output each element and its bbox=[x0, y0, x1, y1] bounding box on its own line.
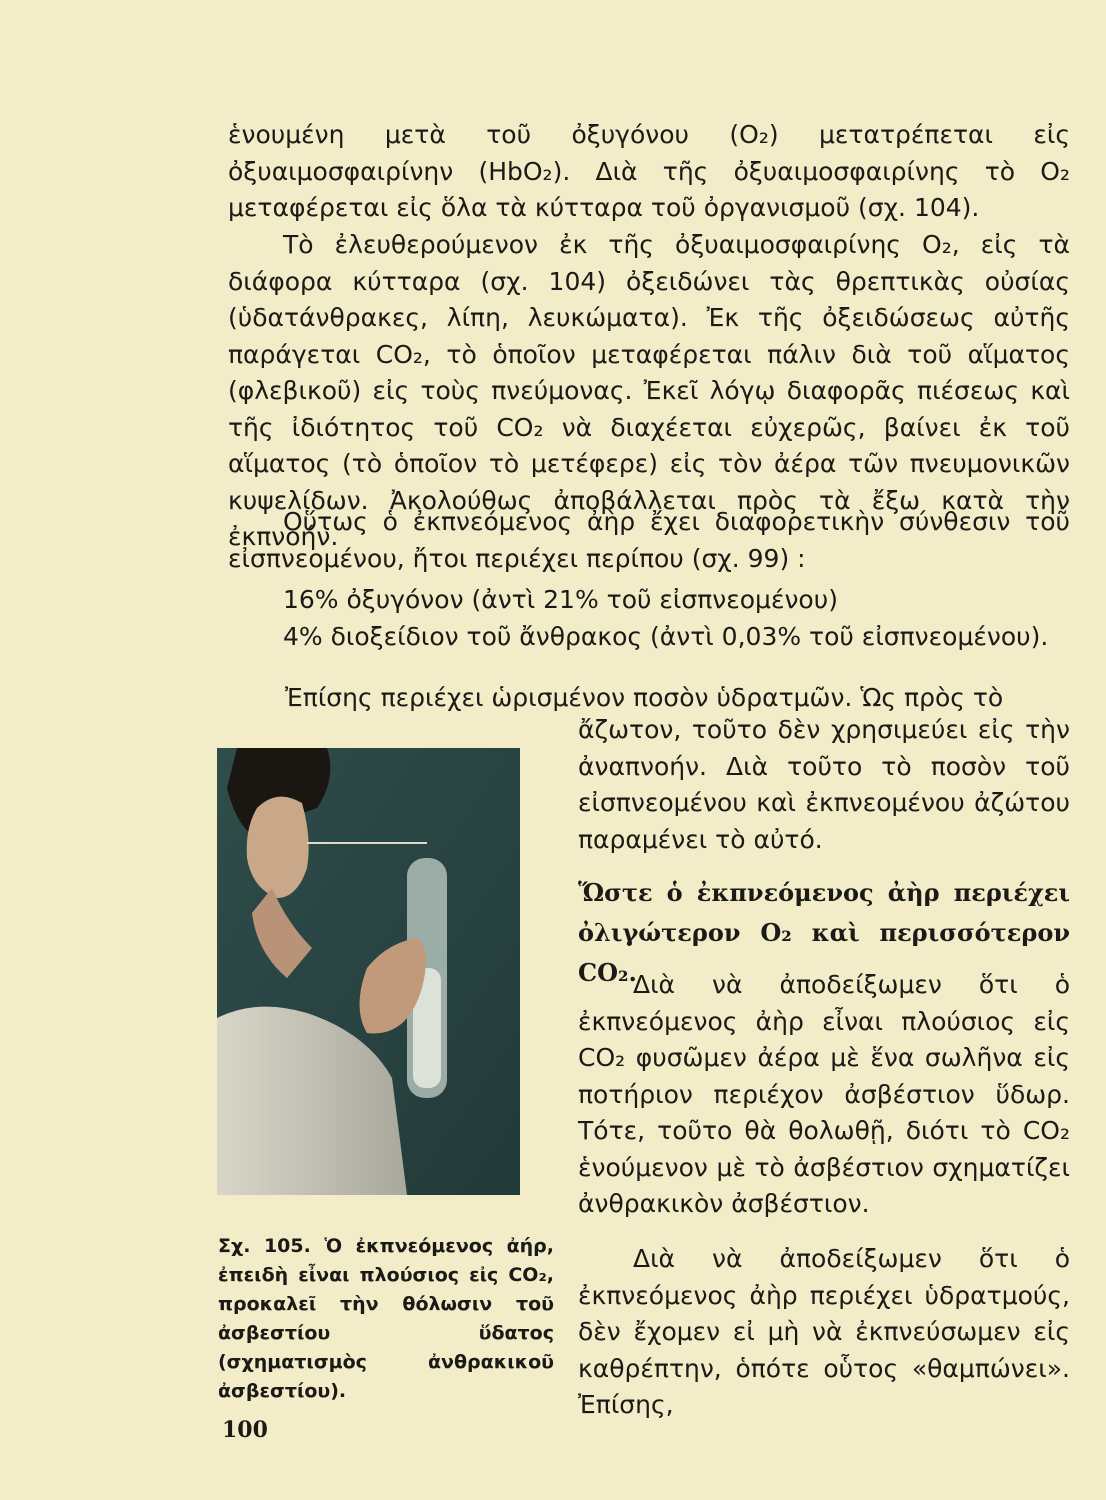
paragraph-mirror-experiment: Διὰ νὰ ἀποδείξωμεν ὅτι ὁ ἐκπνεόμενος ἀὴρ περιέχει ὑδρατμούς, δὲν ἔχομεν εἰ μὴ νὰ ἐκπνεύσωμεν εἰς καθρέπτην, ὁπότε οὗτος «θαμπώνει». Ἐπίσης, bbox=[578, 1244, 1070, 1419]
paragraph-oxyhemoglobin: ἑνουμένη μετὰ τοῦ ὀξυγόνου (O₂) μετατρέπεται εἰς ὀξυαιμοσφαιρίνην (HbO₂). Διὰ τῆς ὀξυαιμοσφαιρίνης τὸ O₂ μεταφέρεται εἰς ὅλα τὰ κύτταρα τοῦ ὀργανισμοῦ (σχ. 104). bbox=[228, 120, 1070, 222]
co2-percentage-line: 4% διοξείδιον τοῦ ἄνθρακος (ἀντὶ 0,03% τοῦ εἰσπνεομένου). bbox=[283, 622, 1049, 651]
oxygen-percentage-line: 16% ὀξυγόνον (ἀντὶ 21% τοῦ εἰσπνεομένου) bbox=[283, 585, 838, 614]
figure-105-photo bbox=[217, 748, 520, 1195]
paragraph-water-vapour-start: Ἐπίσης περιέχει ὡρισμένον ποσὸν ὑδρατμῶν. Ὡς πρὸς τὸ bbox=[285, 683, 1004, 712]
paragraph-limewater-experiment: Διὰ νὰ ἀποδείξωμεν ὅτι ὁ ἐκπνεόμενος ἀὴρ εἶναι πλούσιος εἰς CO₂ φυσῶμεν ἀέρα μὲ ἕνα σωλῆνα εἰς ποτήριον περιέχον ἀσβέστιον ὕδωρ. Τότε, τοῦτο θὰ θολωθῇ, διότι τὸ CO₂ ἑνούμενον μὲ τὸ ἀσβέστιον σχηματίζει ἀνθρακικὸν ἀσβέστιον. bbox=[578, 970, 1070, 1218]
paragraph-co2-transport: Τὸ ἐλευθερούμενον ἐκ τῆς ὀξυαιμοσφαιρίνης O₂, εἰς τὰ διάφορα κύτταρα (σχ. 104) ὀξειδώνει τὰς θρεπτικὰς οὐσίας (ὑδατάνθρακες, λίπη, λευκώματα). Ἐκ τῆς ὀξειδώσεως αὐτῆς παράγεται CO₂, τὸ ὁποῖον μεταφέρεται πάλιν διὰ τοῦ αἵματος (φλεβικοῦ) εἰς τοὺς πνεύμονας. Ἐκεῖ λόγῳ διαφορᾶς πιέσεως καὶ τῆς ἰδιότητος τοῦ CO₂ νὰ διαχέεται εὐχερῶς, βαίνει ἐκ τοῦ αἵματος (τὸ ὁποῖον τὸ μετέφερε) εἰς τὸν ἀέρα τῶν πνευμονικῶν κυψελίδων. Ἀκολούθως ἀποβάλλεται πρὸς τὰ ἔξω κατὰ τὴν ἐκπνοήν. bbox=[228, 230, 1070, 551]
page-number: 100 bbox=[222, 1417, 268, 1443]
conclusion-bold-statement: Ὥστε ὁ ἐκπνεόμενος ἀὴρ περιέχει ὀλιγώτερον O₂ καὶ περισσότερον CO₂. bbox=[578, 878, 1070, 987]
figure-105-caption: Σχ. 105. Ὁ ἐκπνεόμενος ἀήρ, ἐπειδὴ εἶναι πλούσιος εἰς CO₂, προκαλεῖ τὴν θόλωσιν τοῦ ἀσβεστίου ὕδατος (σχηματισμὸς ἀνθρακικοῦ ἀσβεστίου). bbox=[218, 1235, 554, 1402]
paragraph-nitrogen: ἄζωτον, τοῦτο δὲν χρησιμεύει εἰς τὴν ἀναπνοήν. Διὰ τοῦτο τὸ ποσὸν τοῦ εἰσπνεομένου καὶ ἐκπνεομένου ἀζώτου παραμένει τὸ αὐτό. bbox=[578, 715, 1070, 854]
paragraph-exhaled-composition: Οὕτως ὁ ἐκπνεόμενος ἀὴρ ἔχει διαφορετικὴν σύνθεσιν τοῦ εἰσπνεομένου, ἤτοι περιέχει περίπου (σχ. 99) : bbox=[228, 507, 1070, 573]
